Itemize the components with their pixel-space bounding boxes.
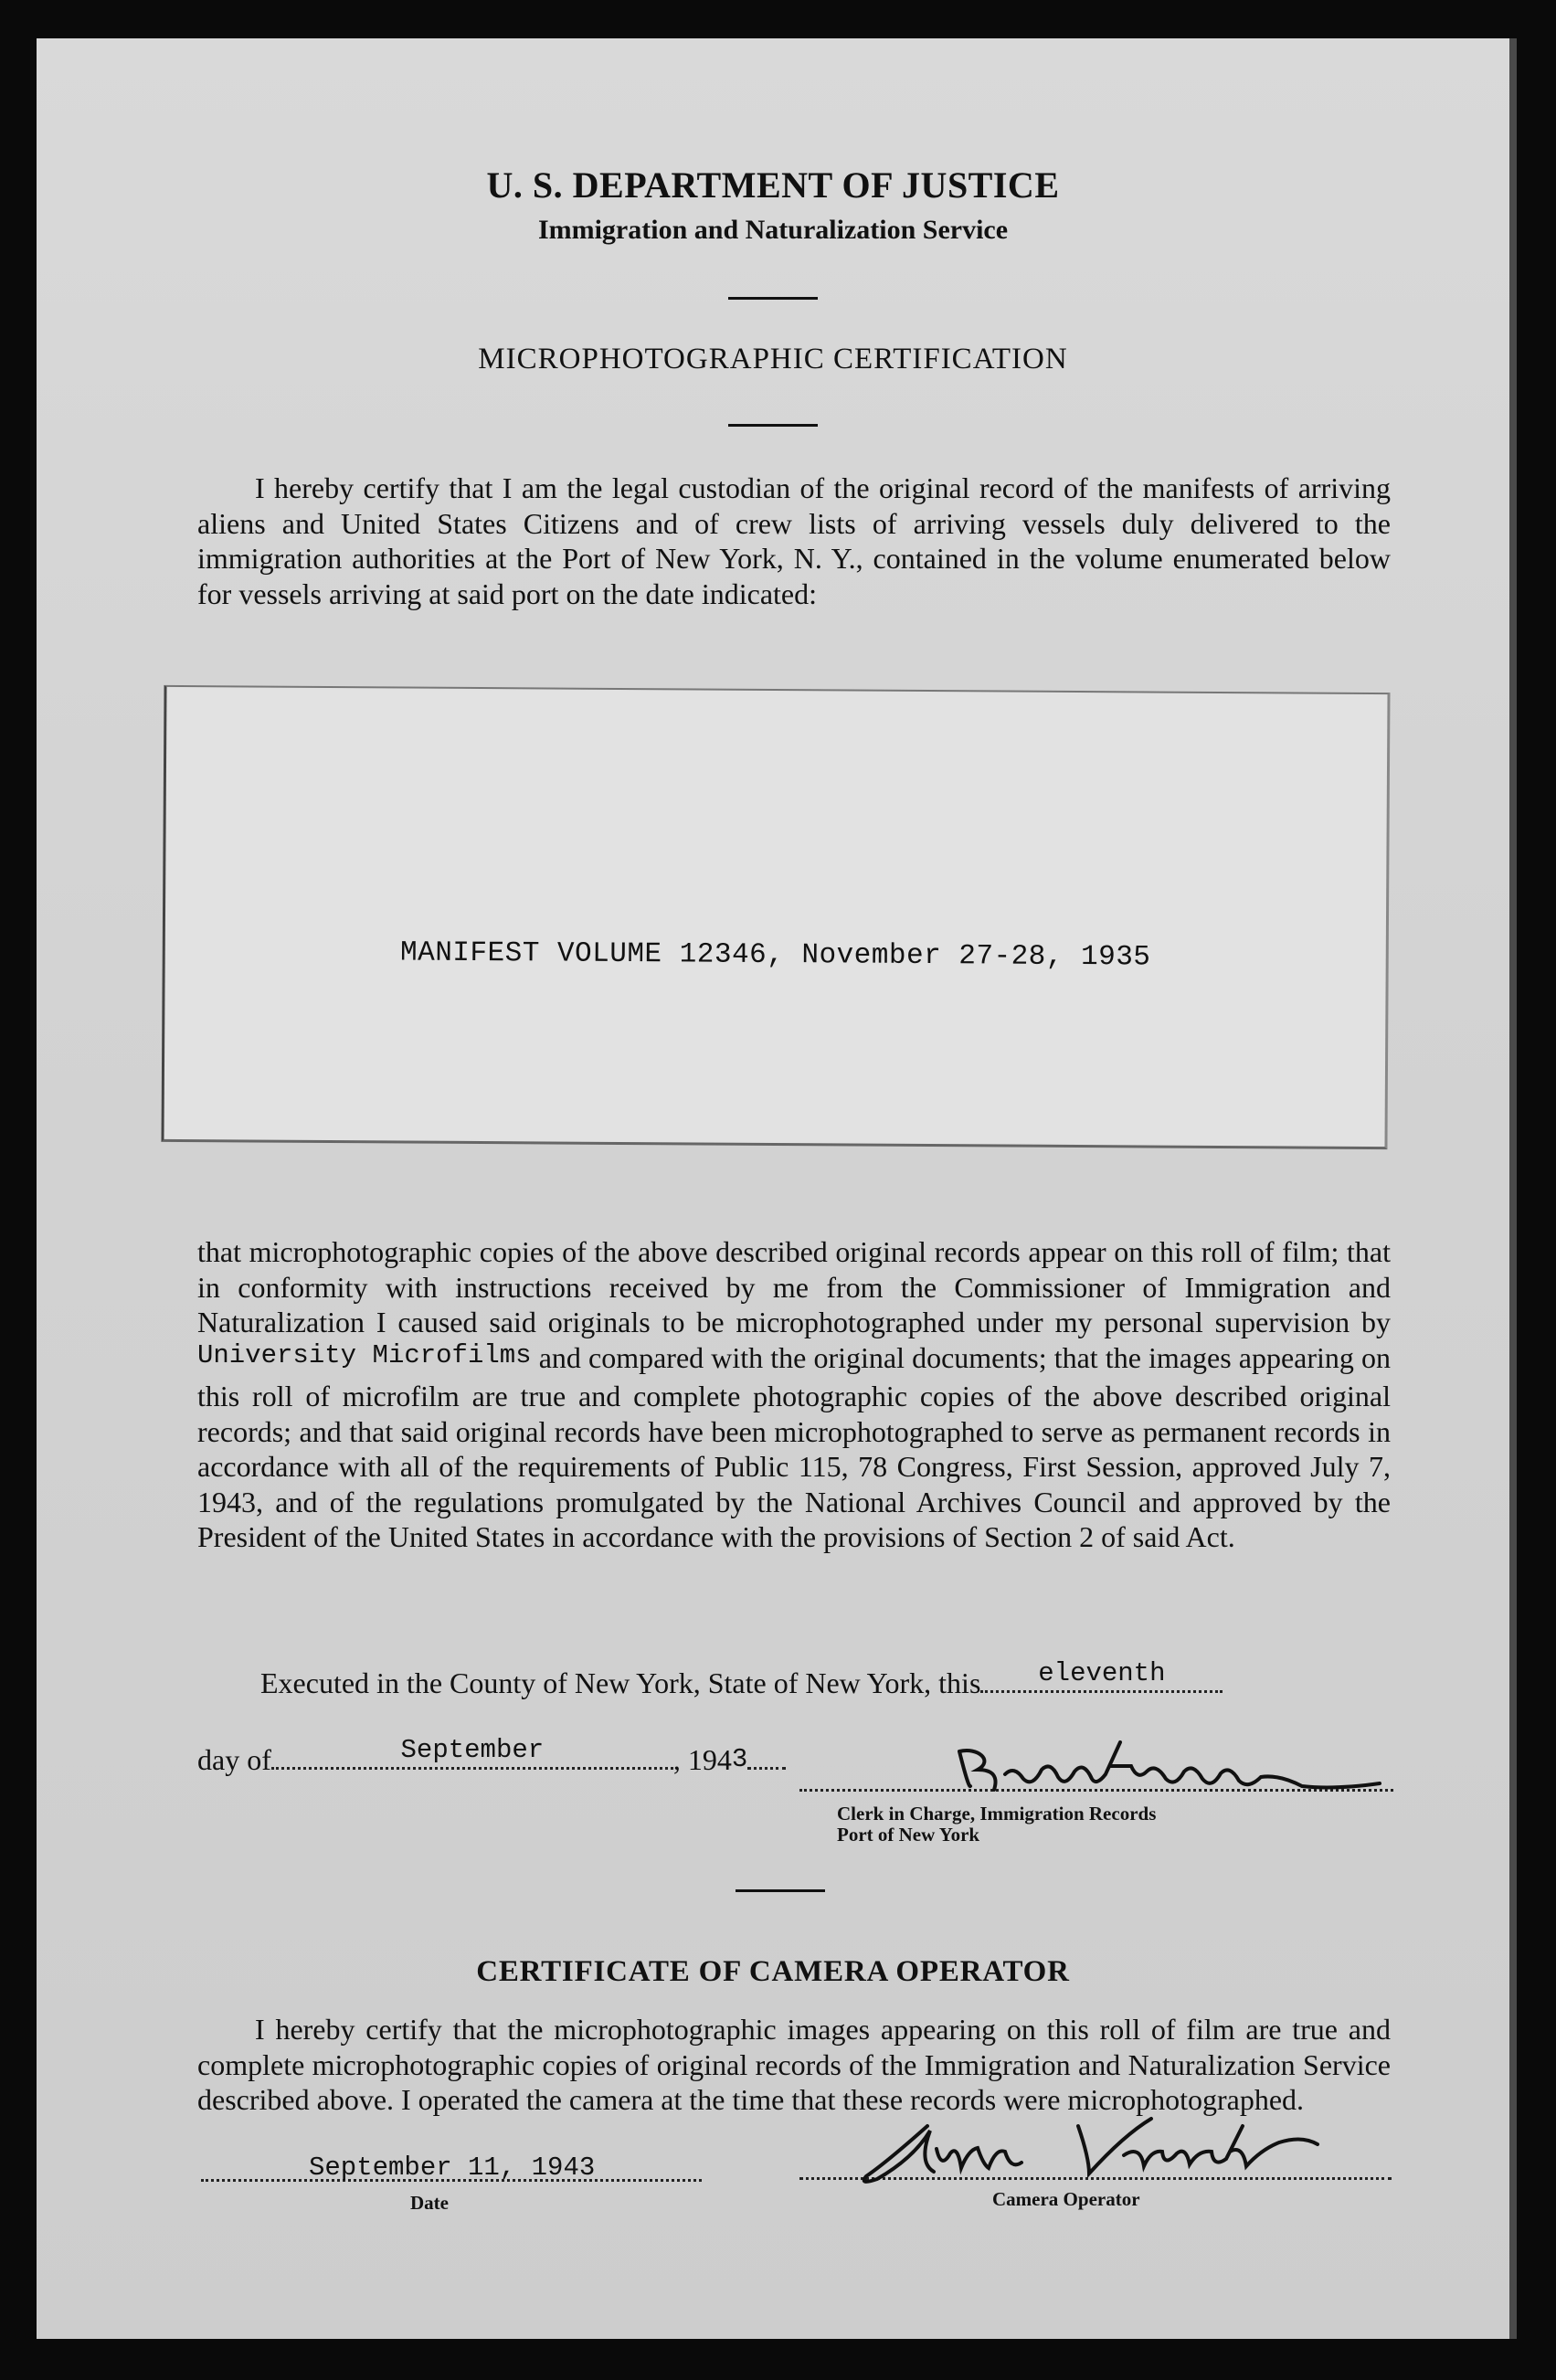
clerk-signature <box>950 1733 1398 1802</box>
camera-certificate-body: I hereby certify that the microphotographic images appearing on this roll of film are true and complete microphotographic copies of original records of the Immigration and Naturalization Service described above. I operated the camera at the time that these records were microphotographed. <box>197 2013 1391 2116</box>
certification-part2: and compared with the original documents; that the images appearing on this roll of microfilm are true and complete photographic copies of the above described original records; and that said original records have been microphotographed to serve as permanent records in accordance with all of the requirements of Public 115, 78 Congress, First Session, approved July 7, 1943, and of the regulations promulgated by the National Archives Council and approved by the President of the United States in accordance with the provisions of Section 2 of said Act. <box>197 1340 1392 1553</box>
service-subheading: Immigration and Naturalization Service <box>537 215 1009 245</box>
divider-top <box>728 297 818 300</box>
certificate-page <box>37 38 1509 2339</box>
day-field <box>980 1658 1223 1693</box>
month-field <box>271 1735 673 1770</box>
manifest-volume-text: MANIFEST VOLUME 12346, November 27-28, 1935 <box>399 936 1151 974</box>
clerk-title-line2: Port of New York <box>837 1824 980 1846</box>
page-shadow-edge <box>1509 38 1517 2339</box>
execution-line <box>260 1658 1223 1700</box>
divider-mid <box>736 1889 825 1892</box>
camera-certificate-text <box>197 2012 1391 2118</box>
custodian-statement-text: I hereby certify that I am the legal custodian of the original record of the manifests of arriving aliens and United States Citizens and of crew lists of arriving vessels duly delivered to the immigration authorities at the Port of New York, N. Y., contained in the volume enumerated below for vessels arriving at said port on the date indicated: <box>197 471 1391 610</box>
camera-operator-label: Camera Operator <box>992 2188 1140 2210</box>
clerk-title <box>837 1804 1156 1846</box>
form-title: MICROPHOTOGRAPHIC CERTIFICATION <box>478 343 1068 376</box>
execution-prefix: Executed in the County of New York, State of New York, this <box>260 1666 981 1699</box>
year-dots <box>747 1743 786 1770</box>
operator-signature <box>850 2108 1325 2195</box>
manifest-volume-card <box>161 685 1390 1149</box>
custodian-statement <box>197 471 1391 611</box>
camera-certificate-title: CERTIFICATE OF CAMERA OPERATOR <box>476 1955 1070 1988</box>
day-of-label: day of <box>197 1743 271 1776</box>
month-value: September <box>400 1735 545 1765</box>
certification-part1: that microphotographic copies of the above described original records appear on this roll of film; that in conformity with instructions received by me from the Commissioner of Immigration and Naturalization I caused said originals to be microphotographed under my personal supervision by <box>197 1235 1391 1338</box>
photographer-field: University Microfilms <box>197 1339 532 1370</box>
clerk-title-line1: Clerk in Charge, Immigration Records <box>837 1803 1157 1825</box>
operator-date-value: September 11, 1943 <box>309 2153 596 2183</box>
year-digit: 3 <box>731 1744 748 1774</box>
divider-below-title <box>728 424 818 427</box>
date-label: Date <box>410 2192 449 2214</box>
certification-body <box>197 1234 1391 1555</box>
department-heading: U. S. DEPARTMENT OF JUSTICE <box>486 164 1060 206</box>
year-prefix: , 194 <box>672 1743 732 1776</box>
date-line <box>197 1735 786 1778</box>
day-value: eleventh <box>1038 1658 1166 1688</box>
